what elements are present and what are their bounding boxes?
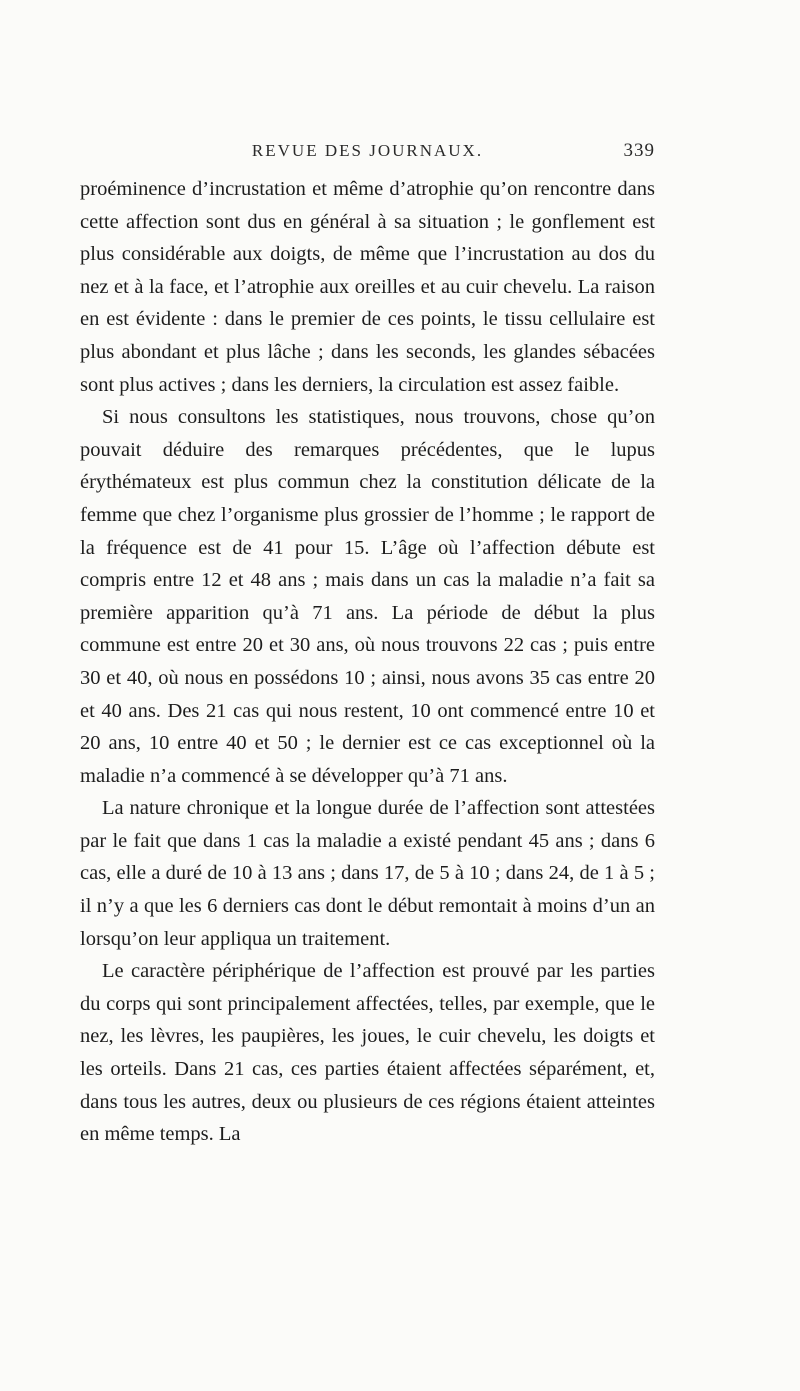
paragraph-chronic-nature: La nature chronique et la longue durée de l’affection sont attestées par le fait que dans 1 cas la maladie a existé pendant 45 ans ; dans 6 cas, elle a duré de 10 à 13 ans ; dans 17, de 5 à 10 ; dans 24, de 1 à 5 ; il n’y a que les 6 derniers cas dont le début remontait à moins d’un an lorsqu’on leur appliqua un traitement. [80,797,655,950]
page-number: 339 [623,140,655,161]
paragraph-continued: proéminence d’incrustation et même d’atrophie qu’on rencontre dans cette affection sont dus en général à sa situation ; le gonflement est plus considérable aux doigts, de même que l’incrustation au dos du nez et à la face, et l’atrophie aux oreilles et au cuir chevelu. La raison en est évidente : dans le premier de ces points, le tissu cellulaire est plus abondant et plus lâche ; dans les seconds, les glandes sébacées sont plus actives ; dans les derniers, la circulation est assez faible. [80,178,655,396]
paragraph-statistics: Si nous consultons les statistiques, nous trouvons, chose qu’on pouvait déduire des remarques précédentes, que le lupus érythémateux est plus commun chez la constitution délicate de la femme que chez l’organisme plus grossier de l’homme ; le rapport de la fréquence est de 41 pour 15. L’âge où l’affection débute est compris entre 12 et 48 ans ; mais dans un cas la maladie n’a fait sa première apparition qu’à 71 ans. La période de début la plus commune est entre 20 et 30 ans, où nous trouvons 22 cas ; puis entre 30 et 40, où nous en possédons 10 ; ainsi, nous avons 35 cas entre 20 et 40 ans. Des 21 cas qui nous restent, 10 ont commencé entre 10 et 20 ans, 10 entre 40 et 50 ; le dernier est ce cas exceptionnel où la maladie n’a commencé à se développer qu’à 71 ans. [80,406,655,787]
running-header [80,141,655,167]
body-text [80,173,655,1151]
running-title: REVUE DES JOURNAUX. [251,141,484,160]
paragraph-peripheral-character: Le caractère périphérique de l’affection est prouvé par les parties du corps qui sont principalement affectées, telles, par exemple, que le nez, les lèvres, les paupières, les joues, le cuir chevelu, les doigts et les orteils. Dans 21 cas, ces parties étaient affectées séparément, et, dans tous les autres, deux ou plusieurs de ces régions étaient atteintes en même temps. La [80,960,655,1146]
